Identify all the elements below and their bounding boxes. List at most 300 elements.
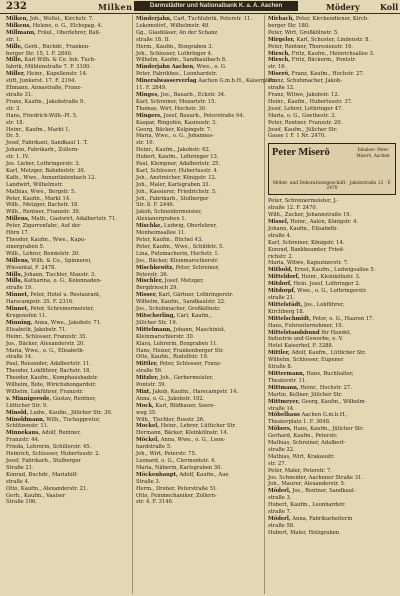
entry-details: Lina, Putzmacherin, Hochstr. 1.: [136, 250, 220, 257]
directory-entry: [6, 175, 130, 182]
directory-entry: [268, 323, 396, 330]
entry-details: Schützenstr. 11.: [6, 423, 49, 430]
directory-entry: [268, 37, 396, 44]
entry-details: Peter, Zigarrenfabr., Auf der: [6, 223, 81, 230]
entry-name: Mittler,: [268, 350, 290, 357]
entry-name: Mittelschmidt,: [268, 315, 311, 322]
directory-entry: [136, 16, 262, 23]
entry-details: Aachen G.m.b.H.,: [301, 412, 348, 419]
entry-details: Jos. Lieber, Lothringerstr. 3.: [6, 161, 81, 168]
page-number: 232: [6, 1, 27, 12]
directory-entry: [136, 140, 262, 147]
entry-details: Josef, Lehrer, Lothringer 47.: [268, 105, 343, 112]
entry-name: Mischke,: [136, 223, 163, 230]
directory-entry: [6, 51, 130, 58]
entry-details: stift, Junkerst. 17. F. 2194.: [6, 78, 77, 85]
entry-name: Mitdorpf,: [268, 288, 296, 295]
entry-name: Mitdorf,: [268, 281, 292, 288]
entry-details: Wilh., Rentner, Franzstr. 39.: [6, 209, 81, 216]
entry-details: Jos. Schneider, Aachener Straße 31.: [268, 474, 363, 481]
entry-details: str. 1. IV.: [6, 154, 30, 161]
entry-details: Pontstr. 39.: [136, 382, 167, 389]
directory-entry: [268, 336, 396, 343]
entry-details: straße 12. F. 2470.: [268, 205, 318, 212]
directory-entry: [6, 196, 130, 203]
entry-details: Herm., Dreher, Peterstraße 51.: [136, 485, 218, 492]
directory-entry: [6, 403, 130, 410]
directory-entry: [136, 479, 262, 486]
entry-name: Mirsch,: [268, 50, 291, 57]
directory-entry: [6, 299, 130, 306]
directory-entry: [268, 281, 396, 288]
directory-entry: [136, 78, 276, 85]
directory-entry: [136, 161, 262, 168]
entry-name: Minning,: [6, 319, 33, 326]
directory-entry: [268, 343, 396, 350]
entry-details: Johann, Maschinist,: [173, 326, 226, 333]
entry-details: Wilhelm, Kaufm., Sandkaulstr. 22.: [136, 299, 226, 306]
directory-entry: [6, 486, 130, 493]
directory-entry: [6, 313, 130, 320]
directory-entry: [268, 309, 396, 316]
directory-entry: [6, 285, 130, 292]
directory-entry: [136, 64, 262, 71]
entry-details: Martin, Kellner, Jülicher Str.: [268, 391, 343, 398]
directory-entry: [136, 493, 262, 500]
entry-details: Jos., Rentner, Sandkaul-: [292, 488, 356, 495]
directory-entry: [6, 106, 130, 113]
entry-details: Peter, Kaufm., Wwe., Schildstr. 5.: [136, 243, 224, 250]
entry-details: Peter, Rentner, Franzstr. 20.: [268, 119, 343, 126]
entry-details: Wilh., Lehrer, Bendelstr. 30.: [6, 250, 80, 257]
directory-entry: [268, 260, 396, 267]
entry-details: straße 14.: [6, 354, 33, 361]
directory-entry: [268, 378, 396, 385]
entry-details: Peter, Rentner, Theresienstr. 16.: [268, 43, 354, 50]
directory-entry: [268, 198, 396, 205]
entry-details: Wilhelm, Lokführer, Franzstr.: [6, 388, 84, 395]
entry-details: fabrik, Mühlenstraße 7. F. 3100.: [6, 64, 92, 71]
directory-entry: [268, 16, 396, 23]
entry-name: Minoldmann,: [6, 416, 45, 423]
page-header: [0, 0, 400, 14]
directory-entry: [268, 78, 396, 85]
directory-entry: [136, 341, 262, 348]
directory-entry: [6, 92, 130, 99]
directory-entry: [6, 451, 130, 458]
directory-entry: [268, 350, 396, 357]
directory-entry: [6, 361, 130, 368]
entry-details: Peter, Kirchendiener, Kirch-: [295, 16, 369, 22]
directory-entry: [268, 247, 396, 254]
entry-details: Peter, Schreiner,: [175, 264, 220, 271]
entry-details: Jos., Schuhmacher, Großkölnstr.: [136, 306, 221, 313]
directory-entry: [268, 254, 396, 261]
entry-details: Straße 106.: [6, 499, 37, 506]
entry-name: Mittelstädt,: [268, 301, 303, 308]
column-right: [268, 16, 396, 594]
entry-details: Straße 8.: [268, 364, 293, 371]
directory-entry: [136, 154, 262, 161]
directory-entry: [136, 423, 262, 430]
directory-entry: [268, 85, 396, 92]
directory-entry: [268, 516, 396, 523]
directory-entry: [268, 127, 396, 134]
directory-entry: [6, 465, 130, 472]
entry-details: Paul, Klempner, Adalbertstr. 25.: [136, 161, 221, 168]
directory-entry: [268, 371, 396, 378]
directory-entry: [268, 509, 396, 516]
entry-name: Misser,: [136, 292, 158, 299]
directory-entry: [136, 37, 262, 44]
directory-entry: [268, 205, 396, 212]
directory-entry: [136, 417, 262, 424]
column-divider: [132, 15, 133, 594]
column-middle: [136, 16, 276, 594]
entry-details: Str. 8. F. 2446.: [136, 202, 175, 209]
entry-details: Lokomotivf., Wilhelmstr. 48.: [136, 22, 210, 29]
directory-entry: [268, 399, 396, 406]
directory-entry: [6, 396, 130, 403]
directory-entry: [268, 44, 396, 51]
entry-name: Mineralwasserverlag: [136, 78, 197, 85]
entry-details: Peter, Schlosser, Franz-: [159, 361, 222, 368]
entry-details: Wiesental, F. 2478.: [6, 264, 57, 271]
entry-details: straße 3.: [268, 495, 292, 502]
entry-details: straße 31.: [6, 91, 33, 98]
entry-details: Georg, Bäcker, Kolpingstr. 7.: [136, 126, 212, 133]
directory-entry: [268, 267, 396, 274]
directory-entry: [136, 30, 262, 37]
entry-details: Josef, Bauarb., Peterstraße 94.: [163, 112, 245, 119]
directory-entry: [268, 488, 396, 495]
directory-entry: [136, 168, 262, 175]
directory-entry: [136, 382, 262, 389]
directory-entry: [136, 278, 262, 285]
entry-details: Franzstr. 44.: [6, 437, 40, 444]
directory-entry: [6, 147, 130, 154]
entry-name: Minderjahn,: [136, 16, 172, 22]
entry-details: Joh., Fabrikarb., Stolberger: [136, 195, 209, 202]
directory-entry: [268, 120, 396, 127]
entry-name: Millens,: [6, 257, 30, 264]
directory-entry: [6, 189, 130, 196]
entry-details: Franz, Witwe, Jakobstr. 12.: [268, 91, 340, 98]
entry-name: Missel,: [268, 219, 289, 226]
entry-details: für Handel,: [321, 329, 352, 336]
directory-entry: [6, 133, 130, 140]
directory-entry: [136, 403, 262, 410]
entry-name: Millmann,: [6, 29, 36, 36]
entry-details: Joh., Wirt, Peterstr. 75.: [136, 451, 197, 458]
entry-details: Maria, o. G., Goethestr. 3.: [268, 112, 336, 119]
entry-details: Adolf, Kaufm., Lütticher Str.: [291, 350, 366, 357]
entry-details: Heinr., Lehrer, Lütticher Str.: [160, 423, 237, 430]
advertisement-box: [268, 143, 396, 195]
directory-entry: [136, 444, 262, 451]
entry-name: Minderjahn Aachen,: [136, 64, 195, 71]
entry-name: Mittmann,: [268, 384, 299, 391]
directory-entry: [6, 272, 130, 279]
directory-entry: [136, 57, 262, 64]
entry-details: Anna, Fabrikarbeiterin: [292, 516, 353, 522]
directory-entry: [268, 316, 396, 323]
entry-details: Josef, Metzger,: [164, 278, 204, 285]
entry-details: Peter, Schreinermeister, J.-: [268, 198, 339, 205]
entry-details: Peter, Fabrikbes., Leonhardstr.: [136, 71, 218, 78]
directory-entry: [268, 106, 396, 113]
entry-details: Karl, Schreiner, Königstr. 14.: [268, 239, 345, 246]
entry-name: Minnet,: [6, 306, 29, 313]
directory-entry: [268, 495, 396, 502]
entry-details: Monheimsallee 11.: [136, 230, 186, 237]
directory-entry: [6, 244, 130, 251]
entry-details: straße 21.: [268, 295, 295, 301]
entry-details: Adolf, Kaufm., Aue: [179, 471, 229, 478]
directory-entry: [136, 389, 262, 396]
entry-details: Gasse 1 F. 1 Nr. 2470.: [268, 133, 326, 140]
directory-entry: [6, 237, 130, 244]
entry-details: Lütticher Str. 9.: [6, 402, 48, 409]
directory-entry: [136, 133, 262, 140]
entry-details: Heinr., Hochstr. 27.: [300, 384, 352, 391]
directory-entry: [136, 368, 262, 375]
directory-entry: [136, 147, 262, 154]
entry-details: Kirchberg 18.: [268, 308, 305, 315]
entry-name: Mirsch,: [268, 57, 291, 64]
directory-entry: [6, 278, 130, 285]
entry-details: Wilh., Zucker, Johannstraße 19.: [268, 212, 352, 219]
entry-details: Fritz, Kaufm., Heinrichsallee 3.: [291, 50, 375, 57]
entry-name: Mitzler,: [136, 375, 159, 382]
directory-entry: [6, 292, 130, 299]
directory-entry: [136, 120, 262, 127]
entry-name: Mille,: [6, 43, 23, 50]
entry-name: Miserö,: [268, 71, 290, 78]
entry-name: Milkens,: [6, 22, 32, 29]
entry-details: Frieda, Lehrerin, Schillerstr. 45.: [6, 444, 92, 451]
directory-entry: [136, 71, 262, 78]
directory-entry: [6, 216, 130, 223]
entry-details: Maria, Witwe, Kapuzinerstr. 7.: [268, 260, 349, 267]
entry-details: Gerhard, Kaufm., Peterstr.: [268, 433, 338, 440]
directory-entry: [268, 240, 396, 247]
entry-name: Möbers,: [268, 426, 292, 433]
entry-details: Jos., Bäcker, Alexanderstr. 20.: [6, 340, 85, 347]
entry-details: Karl, Schuster, Lindenstr. 8.: [296, 36, 371, 43]
entry-details: straße 4.: [6, 478, 30, 485]
directory-entry: [268, 113, 396, 120]
entry-details: Fräul., Oberlehrer, Ball-: [37, 29, 101, 36]
bank-advertisement-banner: Darmstädter und Nationalbank K. a. A. Aachen: [134, 1, 298, 11]
directory-entry: [136, 272, 262, 279]
entry-details: Anna, Wwe., o. G., Leon-: [160, 437, 226, 444]
directory-entry: [136, 396, 262, 403]
directory-entry: [6, 161, 130, 168]
entry-details: Mathias, Wwe., Bergstr. 5.: [6, 188, 76, 195]
entry-details: straße 22.: [268, 446, 295, 453]
directory-entry: [6, 258, 130, 265]
entry-name: Mischkewitz,: [136, 264, 175, 271]
entry-details: Joh., Gerbermeister,: [160, 375, 214, 382]
running-head-edge: Koll: [380, 2, 399, 12]
entry-details: richstr. 2.: [268, 253, 294, 260]
entry-details: Heinr., Aalen, Königstr. 4.: [290, 219, 359, 226]
directory-entry: [6, 202, 130, 209]
entry-name: Mixt,: [136, 388, 152, 395]
entry-details: Aachen G.m.b.H., Kaiserplatz: [198, 78, 276, 85]
directory-entry: [268, 274, 396, 281]
entry-details: straße 4.: [268, 232, 292, 239]
directory-entry: [268, 295, 396, 302]
directory-entry: [6, 140, 130, 147]
advertisement-side-text: Inhaber: Peter Miserö, Aachen: [356, 147, 390, 158]
entry-details: Hans, Friedrich-Wilh.-Pl. 5.: [6, 112, 78, 119]
directory-entry: [136, 465, 262, 472]
directory-entry: [6, 472, 130, 479]
entry-name: Mills,: [6, 271, 23, 278]
entry-details: Carl, Kaufm.,: [176, 312, 212, 319]
directory-entry: [136, 182, 262, 189]
directory-entry: [268, 330, 396, 337]
directory-entry: [6, 458, 130, 465]
directory-entry: [6, 127, 130, 134]
entry-details: Hans, Buchhalter,: [306, 370, 354, 377]
directory-entry: [6, 64, 130, 71]
directory-entry: [268, 233, 396, 240]
entry-details: straße 7.: [268, 509, 292, 516]
entry-details: Peterstr. 36.: [136, 271, 169, 278]
entry-name: Mitteldorf,: [268, 274, 300, 281]
entry-name: Mitscherling,: [136, 312, 176, 319]
entry-details: Theodor, Lokführer, Bachstr. 18.: [6, 368, 92, 375]
entry-details: Math., Gastwirt, Adalbertstr. 71.: [31, 216, 117, 223]
entry-details: Ehmann, Annastraße, Franz-: [6, 85, 82, 92]
entry-details: Karl, Gärtner, Lothringerstr.: [158, 292, 234, 299]
directory-entry: [268, 51, 396, 58]
directory-entry: [6, 327, 130, 334]
directory-entry: [268, 392, 396, 399]
entry-details: Peter, Schreinermeister,: [30, 306, 95, 313]
entry-details: straße 14.: [268, 405, 295, 412]
directory-entry: [268, 92, 396, 99]
directory-entry: [268, 288, 396, 295]
directory-entry: [268, 71, 396, 78]
directory-entry: [268, 57, 396, 64]
directory-entry: [136, 265, 262, 272]
entry-details: straße 18. II.: [136, 36, 171, 43]
entry-details: Heinr., Schlosser, Franzstr. 35.: [6, 333, 88, 340]
advertisement-name: Peter Miserö: [272, 147, 330, 159]
entry-details: Wilhelm, Schlosser, Eupener: [268, 357, 344, 364]
directory-entry: [268, 30, 396, 37]
entry-details: Franz, Kaufm., Jakobstraße 9.: [6, 98, 85, 105]
directory-entry: [6, 85, 130, 92]
directory-entry: [136, 354, 262, 361]
entry-details: straße 58.: [268, 522, 295, 529]
directory-entry: [6, 44, 130, 51]
directory-entry: [136, 44, 262, 51]
entry-details: Heinr., Kapellenstr. 14.: [26, 71, 88, 78]
entry-details: Hubert, Kaufm., Lothringer 13.: [136, 154, 219, 161]
directory-entry: [136, 202, 262, 209]
entry-details: Joh., Kassierer, Friedrichstr. 5.: [136, 188, 217, 195]
entry-details: Wilhelm, Bote, Wirichsbongardstr.: [6, 382, 97, 389]
entry-details: Theodor, Kaufm., Komphausbadstr.: [6, 375, 99, 382]
column-left: [6, 16, 130, 594]
directory-entry: [6, 423, 130, 430]
entry-details: Hotel Kaiserhof, F. 3288.: [268, 343, 334, 350]
entry-details: Hörn 17.: [6, 230, 30, 237]
entry-name: Mirbach,: [268, 16, 295, 22]
entry-details: Johann, Tischler, Maxstr. 3.: [24, 271, 96, 278]
directory-entry: [6, 168, 130, 175]
directory-entry: [6, 493, 130, 500]
entry-name: Möckel,: [136, 437, 160, 444]
directory-entry: [136, 223, 262, 230]
entry-details: Hermann, Bäcker, Kleinkölnstr. 14.: [136, 430, 229, 437]
entry-name: Mittelmann,: [136, 326, 172, 333]
directory-entry: [6, 78, 130, 85]
directory-entry: [268, 99, 396, 106]
entry-details: Heinrich, Schlosser, Hubertusstr. 2.: [6, 451, 101, 458]
entry-name: Millens,: [6, 216, 30, 223]
directory-entry: [268, 461, 396, 468]
directory-entry: [136, 99, 262, 106]
entry-name: Möckenhaupt,: [136, 471, 178, 478]
directory-entry: [6, 71, 130, 78]
directory-entry: [136, 209, 262, 216]
directory-entry: [6, 499, 130, 506]
entry-details: Maria, Wwe., o. G., Johannes-: [136, 133, 214, 140]
entry-details: Peter, o. G., Haaren 17.: [312, 315, 374, 322]
directory-entry: [136, 258, 262, 265]
directory-entry: [6, 57, 130, 64]
entry-details: Ludwig, Oberlehrer,: [163, 223, 218, 230]
entry-details: Jakob, Kaufm., Harscampstr. 14.: [152, 388, 239, 395]
entry-details: Wilh., Metzger, Bachstr. 18.: [6, 202, 79, 209]
entry-details: Joh., Maurer, Alexanderstr. 5.: [268, 481, 346, 488]
entry-details: Elisabeth, Jakobstr. 71.: [6, 326, 67, 333]
entry-name: Mitbold,: [268, 267, 293, 274]
directory-entry: [136, 299, 262, 306]
entry-details: Klara, Lehrerin, Boxgraben 11.: [136, 340, 219, 347]
directory-entry: [136, 334, 262, 341]
entry-details: Kleinmarschierstr. 30.: [136, 333, 195, 340]
entry-name: Möderl,: [268, 516, 291, 522]
directory-entry: [6, 389, 130, 396]
directory-entry: [136, 127, 262, 134]
entry-details: Mathias, Wirt, Krakaustr.: [268, 453, 335, 460]
directory-entry: [268, 212, 396, 219]
entry-name: Milken,: [6, 16, 29, 22]
entry-details: Carl, Tuchfabrik, Peterstr. 11.: [173, 16, 253, 22]
directory-entry: [136, 361, 262, 368]
entry-details: Dr. 5.: [6, 133, 21, 140]
entry-details: Joh., Wollst., Kirchstr. 7.: [29, 16, 94, 22]
entry-name: Minold,: [6, 409, 29, 416]
directory-entry: [6, 430, 130, 437]
directory-entry: [136, 113, 262, 120]
entry-name: Mittler,: [136, 361, 158, 368]
entry-details: Otto, Kaufm., Alexanderstr. 21.: [6, 485, 88, 492]
entry-details: Straße 3.: [136, 478, 161, 485]
directory-entry: [268, 426, 396, 433]
entry-details: Harscampstr. 35. F. 2316.: [6, 299, 74, 306]
entry-details: Leonard, o. G., Clermontstr. 4.: [136, 458, 216, 464]
directory-entry: [6, 223, 130, 230]
entry-details: Hein. Josef, Lothringer 2.: [293, 281, 361, 288]
